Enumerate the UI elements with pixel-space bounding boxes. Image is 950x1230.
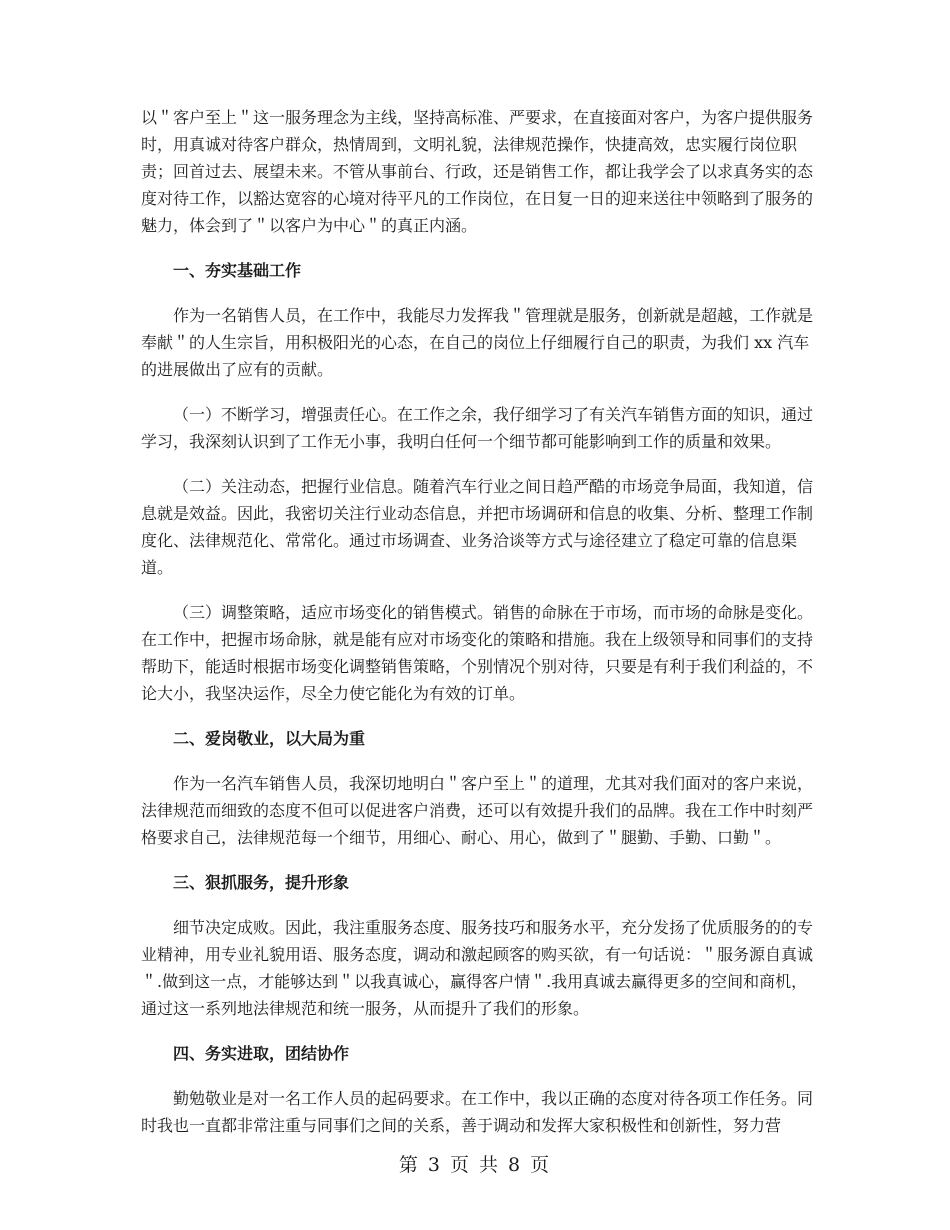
section-heading-4: 四、务实进取，团结协作: [173, 1044, 350, 1063]
intro-paragraph: 以＂客户至上＂这一服务理念为主线，坚持高标准、严要求，在直接面对客户，为客户提供服务时，用真诚对待客户群众，热情周到，文明礼貌，法律规范操作，快捷高效，忠实履行岗位职责；回首过去、展望未来。不管从事前台、行政，还是销售工作，都让我学会了以求真务实的态度对待工作，以豁达宽容的心境对待平凡的工作岗位，在日复一日的迎来送往中领略到了服务的魅力，体会到了＂以客户为中心＂的真正内涵。: [141, 108, 814, 235]
section1-subitem-1: （一）不断学习，增强责任心。在工作之余，我仔细学习了有关汽车销售方面的知识，通过学习，我深刻认识到了工作无小事，我明白任何一个细节都可能影响到工作的质量和效果。: [141, 405, 814, 451]
section3-paragraph: 细节决定成败。因此，我注重服务态度、服务技巧和服务水平，充分发扬了优质服务的的专业精神，用专业礼貌用语、服务态度，调动和激起顾客的购买欲，有一句话说：＂服务源自真诚＂.做到这一点，才能够达到＂以我真诚心，赢得客户情＂.我用真诚去赢得更多的空间和商机，通过这一系列地法律规范和统一服务，从而提升了我们的形象。: [141, 918, 814, 1018]
section1-paragraph: 作为一名销售人员，在工作中，我能尽力发挥我＂管理就是服务，创新就是超越，工作就是奉献＂的人生宗旨，用积极阳光的心态，在自己的岗位上仔细履行自己的职责，为我们 xx 汽车的进展做出了应有的贡献。: [141, 306, 814, 379]
section1-subitem-3: （三）调整策略，适应市场变化的销售模式。销售的命脉在于市场，而市场的命脉是变化。在工作中，把握市场命脉，就是能有应对市场变化的策略和措施。我在上级领导和同事们的支持帮助下，能适时根据市场变化调整销售策略，个别情况个别对待，只要是有利于我们利益的，不论大小，我坚决运作，尽全力使它能化为有效的订单。: [141, 603, 814, 703]
section-heading-3: 三、狠抓服务，提升形象: [173, 873, 350, 892]
section4-paragraph: 勤勉敬业是对一名工作人员的起码要求。在工作中，我以正确的态度对待各项工作任务。同时我也一直都非常注重与同事们之间的关系，善于调动和发挥大家积极性和创新性，努力营: [141, 1089, 814, 1135]
section-heading-1: 一、夯实基础工作: [173, 261, 302, 280]
section2-paragraph: 作为一名汽车销售人员，我深切地明白＂客户至上＂的道理，尤其对我们面对的客户来说，法律规范而细致的态度不但可以促进客户消费，还可以有效提升我们的品牌。我在工作中时刻严格要求自己，法律规范每一个细节，用细心、耐心、用心，做到了＂腿勤、手勤、口勤＂。: [141, 774, 814, 847]
document-body: [141, 104, 821, 1157]
section-heading-2: 二、爱岗敬业，以大局为重: [173, 729, 366, 748]
page-number-footer: 第 3 页 共 8 页: [398, 1154, 552, 1176]
section1-subitem-2: （二）关注动态，把握行业信息。随着汽车行业之间日趋严酷的市场竞争局面，我知道，信息就是效益。因此，我密切关注行业动态信息，并把市场调研和信息的收集、分析、整理工作制度化、法律规范化、常常化。通过市场调查、业务洽谈等方式与途径建立了稳定可靠的信息渠道。: [141, 477, 814, 577]
